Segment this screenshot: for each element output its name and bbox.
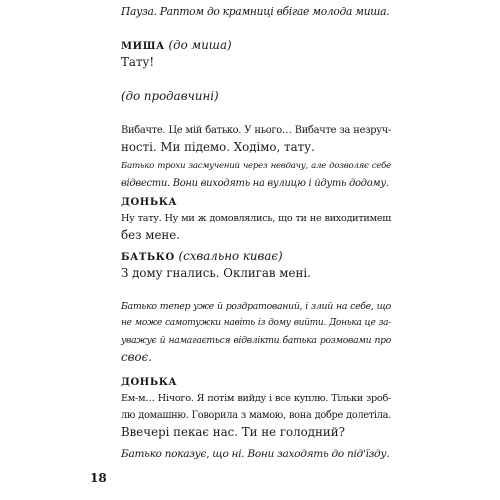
text-line: без мене.: [121, 228, 181, 242]
dialogue-line: [121, 265, 391, 282]
speaker-heading: [121, 37, 391, 55]
dialogue-line: [121, 390, 391, 441]
text-line: уважує й намагається відвлікти батька розмовами про: [121, 335, 391, 346]
text-line: Батько тепер уже й роздратований, і злий на себе, що: [121, 301, 391, 312]
dialogue-line: [121, 54, 391, 71]
text-line: З дому гнались. Оклигав мені.: [121, 266, 311, 280]
text-line: Пауза. Раптом до крамниці вбігае молода миша.: [121, 5, 390, 18]
text-line: ності. Ми підемо. Ходімо, тату.: [121, 140, 315, 154]
text-line: своє.: [121, 350, 152, 364]
dialogue-line: [121, 122, 391, 156]
dialogue-line: [121, 210, 391, 244]
stage-direction: [121, 88, 391, 105]
speaker-name: ДОНЬКА: [121, 197, 178, 208]
stage-direction: [121, 3, 391, 20]
text-line: відвести. Вони виходять на вулицю і йдуть додому.: [121, 178, 389, 189]
text-line: Ем-м… Нічого. Я потім вийду і все куплю. Тільки зроб-: [121, 393, 391, 404]
text-line: Ввечері пекає нас. Ти не голодний?: [121, 425, 345, 439]
text-line: Вибачте. Це мій батько. У нього… Вибачте за незруч-: [121, 125, 391, 136]
text-line: лю домашню. Говорила з мамою, вона добре долетіла.: [121, 410, 391, 421]
speaker-parenthetical: (схвально киває): [174, 249, 283, 263]
stage-direction: [121, 158, 391, 192]
speaker-heading: [121, 373, 391, 391]
text-line: (до продавчині): [121, 89, 219, 103]
text-line: Батько трохи засмучений через невдачу, але дозволяє себе: [121, 161, 391, 171]
speaker-heading: [121, 193, 391, 211]
speaker-name: ДОНЬКА: [121, 377, 178, 388]
speaker-name: МИША: [121, 41, 165, 52]
page-number: 18: [90, 471, 107, 485]
speaker-name: БАТЬКО: [121, 252, 175, 263]
text-line: Тату!: [121, 55, 155, 69]
speaker-heading: [121, 248, 391, 266]
stage-direction: [121, 446, 391, 463]
text-line: Ну тату. Ну ми ж домовлялись, що ти не виходитимеш: [121, 213, 391, 224]
text-line: не може самотужки навіть із дому вийти. Донька це за-: [121, 318, 391, 328]
stage-direction: [121, 298, 391, 366]
speaker-parenthetical: (до миша): [164, 38, 232, 52]
text-line: Батько показує, що ні. Вони заходять до під'їзду.: [121, 448, 390, 460]
